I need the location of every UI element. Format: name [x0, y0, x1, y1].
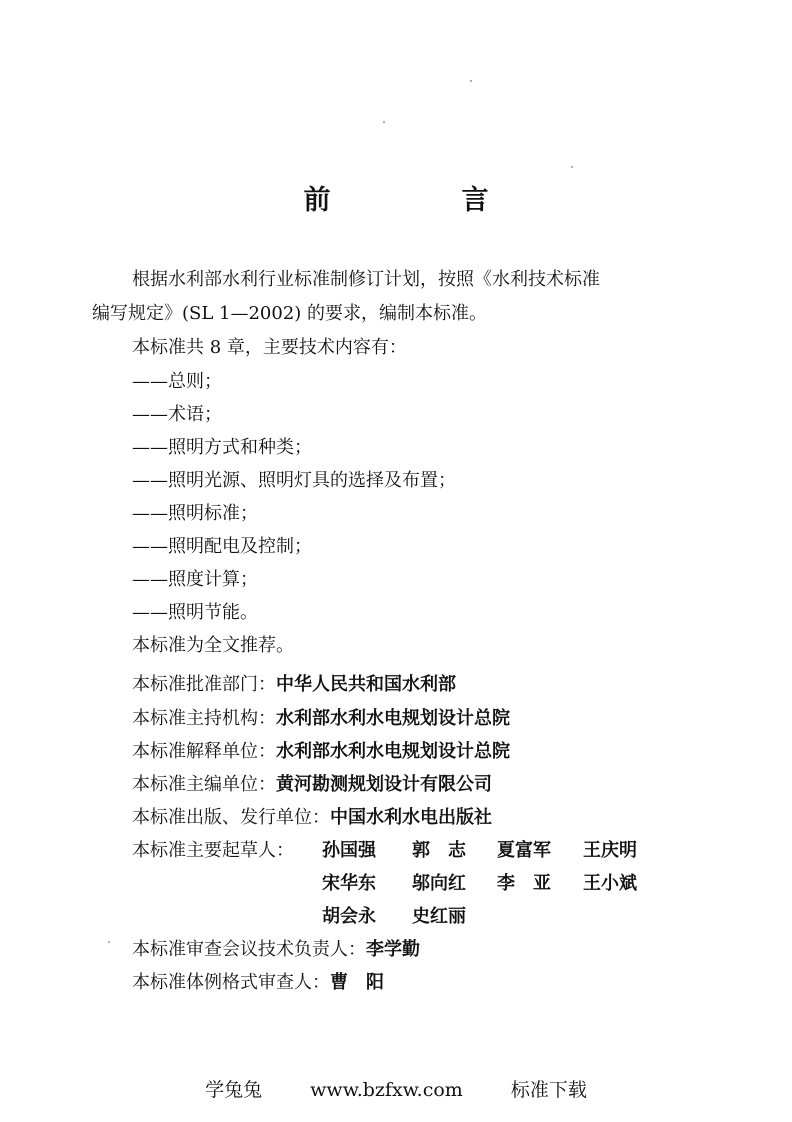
- reviewer-row: [132, 971, 384, 995]
- chapter-item: ——照明光源、照明灯具的选择及布置；: [132, 470, 456, 491]
- drafter-name: 李 亚: [497, 873, 551, 894]
- info-value: 水利部水利水电规划设计总院: [276, 741, 510, 762]
- scan-speck: [383, 121, 385, 123]
- info-row: [132, 806, 492, 830]
- scan-speck: [108, 941, 110, 943]
- reviewer-row: [132, 938, 420, 962]
- reviewer-name: 李学勤: [366, 939, 420, 960]
- drafter-name: 宋华东: [322, 873, 376, 894]
- reviewer-label: 本标准审查会议技术负责人：: [132, 939, 366, 960]
- info-row: [132, 707, 510, 731]
- drafter-name: 夏富军: [497, 840, 551, 861]
- reviewer-label: 本标准体例格式审查人：: [132, 972, 330, 993]
- info-value: 黄河勘测规划设计有限公司: [276, 774, 492, 795]
- info-label: 本标准主持机构：: [132, 708, 276, 729]
- drafter-name: 胡会永: [322, 906, 376, 927]
- drafter-name: 孙国强: [322, 840, 376, 861]
- info-value: 水利部水利水电规划设计总院: [276, 708, 510, 729]
- info-row: [132, 740, 510, 764]
- chapter-item: ——照度计算；: [132, 569, 258, 590]
- recommendation-text: 本标准为全文推荐。: [132, 635, 294, 656]
- intro-line-2: 编写规定》(SL 1—2002) 的要求，编制本标准。: [92, 303, 488, 324]
- info-row: [132, 773, 492, 797]
- page-footer: [0, 1075, 792, 1102]
- footer-download-text: 标准下载: [510, 1079, 587, 1101]
- info-value: 中国水利水电出版社: [330, 807, 492, 828]
- page-title: 前 言: [303, 185, 541, 216]
- footer-site-name: 学兔兔: [205, 1079, 263, 1101]
- intro-line-1: 根据水利部水利行业标准制修订计划，按照《水利技术标准: [132, 269, 600, 290]
- scan-speck: [470, 80, 472, 82]
- drafter-name: 郭 志: [412, 840, 466, 861]
- drafter-name: 王庆明: [583, 840, 637, 861]
- chapter-item: ——照明方式和种类；: [132, 437, 312, 458]
- scan-speck: [571, 166, 573, 168]
- info-label: 本标准出版、发行单位：: [132, 807, 330, 828]
- info-label: 本标准批准部门：: [132, 674, 276, 695]
- info-row: [132, 673, 456, 697]
- chapter-item: ——照明节能。: [132, 602, 258, 623]
- info-value: 中华人民共和国水利部: [276, 674, 456, 695]
- chapters-intro: 本标准共 8 章，主要技术内容有：: [132, 337, 407, 358]
- chapter-item: ——照明配电及控制；: [132, 536, 312, 557]
- drafter-name: 王小斌: [583, 873, 637, 894]
- chapter-item: ——术语；: [132, 404, 222, 425]
- chapter-item: ——照明标准；: [132, 503, 258, 524]
- chapter-item: ——总则；: [132, 371, 222, 392]
- reviewer-name: 曹 阳: [330, 972, 384, 993]
- info-label: 本标准解释单位：: [132, 741, 276, 762]
- footer-url-link[interactable]: www.bzfxw.com: [310, 1079, 463, 1101]
- drafters-label: 本标准主要起草人：: [132, 840, 294, 861]
- drafter-name: 邬向红: [412, 873, 466, 894]
- drafter-name: 史红丽: [412, 906, 466, 927]
- info-label: 本标准主编单位：: [132, 774, 276, 795]
